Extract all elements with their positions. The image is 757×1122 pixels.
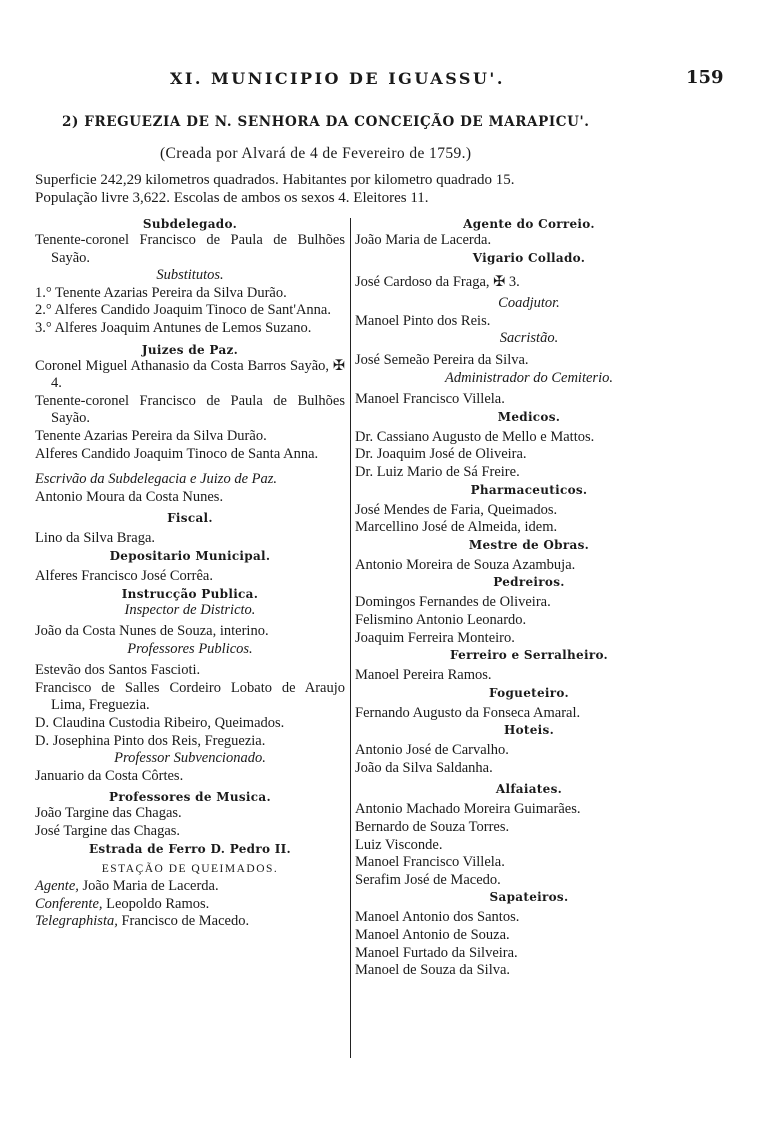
- entry-sapateiro-4: Manoel de Souza da Silva.: [355, 962, 511, 979]
- right-column: [355, 216, 703, 980]
- heading-musica: Professores de Musica.: [109, 790, 271, 805]
- entry-pharma-2: Marcellino José de Almeida, idem.: [355, 519, 558, 536]
- entry-sapateiro-2: Manoel Antonio de Souza.: [355, 927, 510, 944]
- heading-instrucao: Instrucção Publica.: [121, 586, 259, 601]
- heading-substitutos: Substitutos.: [156, 267, 224, 284]
- heading-inspector: Inspector de Districto.: [124, 601, 256, 618]
- entry-pharma-1: José Mendes de Faria, Queimados.: [355, 501, 558, 518]
- name-telegraphista: Francisco de Macedo.: [117, 913, 250, 930]
- entry-professor-4: D. Josephina Pinto dos Reis, Freguezia.: [35, 732, 266, 749]
- heading-ferreiro: Ferreiro e Serralheiro.: [449, 648, 609, 663]
- entry-professor-3: D. Claudina Custodia Ribeiro, Queimados.: [35, 715, 285, 732]
- heading-subvencionado: Professor Subvencionado.: [114, 750, 266, 767]
- left-column: [35, 216, 345, 931]
- role-agente: Agente,: [35, 878, 79, 895]
- heading-alfaiates: Alfaiates.: [495, 782, 563, 797]
- heading-estacao: ESTAÇÃO DE QUEIMADOS.: [101, 862, 279, 875]
- heading-pedreiros: Pedreiros.: [493, 575, 565, 590]
- column-divider: [350, 218, 351, 1058]
- entry-mestre: Antonio Moreira de Souza Azambuja.: [355, 556, 576, 573]
- heading-coadjutor: Coadjutor.: [498, 295, 560, 312]
- role-conferente: Conferente,: [35, 895, 103, 912]
- entry-sapateiro-3: Manoel Furtado da Silveira.: [355, 944, 518, 961]
- heading-professores: Professores Publicos.: [127, 640, 253, 657]
- heading-pharmaceuticos: Pharmaceuticos.: [470, 482, 588, 497]
- statistics: [35, 171, 725, 207]
- entry-juiz-4: Alferes Candido Joaquim Tinoco de Santa Anna.: [35, 445, 319, 462]
- entry-substituto-3: 3.° Alferes Joaquim Antunes de Lemos Suzano.: [35, 319, 312, 336]
- entry-conferente: [35, 896, 345, 914]
- stats-line-2: População livre 3,622. Escolas de ambos os sexos 4. Eleitores 11.: [35, 190, 429, 206]
- entry-alfaiate-1: Antonio Machado Moreira Guimarães.: [355, 801, 581, 818]
- entry-coadjutor: Manoel Pinto dos Reis.: [355, 312, 491, 329]
- heading-hoteis: Hoteis.: [503, 723, 555, 738]
- page-number: 159: [686, 67, 724, 88]
- running-title: XI. MUNICIPIO DE IGUASSU'.: [170, 69, 505, 88]
- entry-hotel-1: Antonio José de Carvalho.: [355, 742, 509, 759]
- entry-alfaiate-4: Manoel Francisco Villela.: [355, 854, 505, 871]
- entry-pedreiro-2: Felismino Antonio Leonardo.: [355, 611, 527, 628]
- entry-agente: [35, 878, 345, 896]
- entry-professor-2: Francisco de Salles Cordeiro Lobato de Araujo Lima, Freguezia.: [35, 679, 345, 714]
- entry-telegraphista: [35, 913, 345, 931]
- entry-medico-2: Dr. Joaquim José de Oliveira.: [355, 446, 527, 463]
- entry-musica-1: João Targine das Chagas.: [35, 805, 182, 822]
- section-title: 2) FREGUEZIA DE N. SENHORA DA CONCEIÇÃO DE MARAPICU'.: [62, 114, 590, 130]
- entry-fiscal: Lino da Silva Braga.: [35, 530, 156, 547]
- role-telegraphista: Telegraphista,: [35, 913, 118, 930]
- entry-alfaiate-2: Bernardo de Souza Torres.: [355, 819, 510, 836]
- entry-correio: João Maria de Lacerda.: [355, 232, 492, 248]
- name-agente: João Maria de Lacerda.: [78, 878, 219, 895]
- entry-fogueteiro: Fernando Augusto da Fonseca Amaral.: [355, 704, 581, 721]
- entry-substituto-2: 2.° Alferes Candido Joaquim Tinoco de Sant'Anna.: [35, 302, 331, 319]
- entry-juiz-2: Tenente-coronel Francisco de Paula de Bulhões Sayão.: [35, 392, 345, 427]
- entry-alfaiate-3: Luiz Visconde.: [355, 836, 443, 853]
- heading-escrivao: Escrivão da Subdelegacia e Juizo de Paz.: [35, 471, 278, 488]
- heading-estrada-ferro: Estrada de Ferro D. Pedro II.: [88, 841, 292, 856]
- heading-subdelegado: Subdelegado.: [142, 217, 238, 231]
- heading-medicos: Medicos.: [497, 409, 561, 424]
- creation-note: (Creada por Alvará de 4 de Fevereiro de 1759.): [160, 145, 472, 162]
- entry-juiz-3: Tenente Azarias Pereira da Silva Durão.: [35, 427, 267, 444]
- heading-correio: Agente do Correio.: [463, 217, 595, 231]
- heading-sacristao: Sacristão.: [499, 330, 559, 347]
- entry-juiz-1: Coronel Miguel Athanasio da Costa Barros Sayão, ✠ 4.: [35, 357, 345, 392]
- stats-line-1: Superficie 242,29 kilometros quadrados. Habitantes por kilometro quadrado 15.: [35, 172, 515, 188]
- entry-hotel-2: João da Silva Saldanha.: [355, 759, 493, 776]
- heading-sapateiros: Sapateiros.: [489, 890, 569, 905]
- heading-vigario: Vigario Collado.: [472, 250, 586, 265]
- entry-professor-1: Estevão dos Santos Fascioti.: [35, 662, 201, 679]
- entry-musica-2: José Targine das Chagas.: [35, 823, 181, 840]
- heading-mestre-obras: Mestre de Obras.: [468, 537, 590, 552]
- heading-fogueteiro: Fogueteiro.: [489, 685, 569, 700]
- entry-ferreiro: Manoel Pereira Ramos.: [355, 667, 492, 684]
- heading-juizes: Juizes de Paz.: [141, 342, 239, 357]
- heading-depositario: Depositario Municipal.: [109, 548, 271, 563]
- entry-pedreiro-3: Joaquim Ferreira Monteiro.: [355, 629, 515, 646]
- name-conferente: Leopoldo Ramos.: [102, 895, 210, 912]
- heading-fiscal: Fiscal.: [167, 511, 213, 526]
- entry-medico-3: Dr. Luiz Mario de Sá Freire.: [355, 463, 520, 480]
- entry-subdelegado: Tenente-coronel Francisco de Paula de Bulhões Sayão.: [35, 232, 345, 266]
- entry-cemiterio: Manoel Francisco Villela.: [355, 391, 505, 408]
- entry-alfaiate-5: Serafim José de Macedo.: [355, 871, 501, 888]
- entry-sacristao: José Semeão Pereira da Silva.: [355, 351, 529, 368]
- entry-vigario: José Cardoso da Fraga, ✠ 3.: [355, 273, 520, 290]
- entry-escrivao: Antonio Moura da Costa Nunes.: [35, 488, 224, 505]
- heading-cemiterio: Administrador do Cemiterio.: [445, 369, 613, 386]
- entry-sapateiro-1: Manoel Antonio dos Santos.: [355, 909, 520, 926]
- entry-pedreiro-1: Domingos Fernandes de Oliveira.: [355, 594, 551, 611]
- entry-substituto-1: 1.° Tenente Azarias Pereira da Silva Durão.: [35, 284, 287, 301]
- entry-subvencionado: Januario da Costa Côrtes.: [35, 767, 184, 784]
- entry-depositario: Alferes Francisco José Corrêa.: [35, 567, 213, 584]
- entry-medico-1: Dr. Cassiano Augusto de Mello e Mattos.: [355, 428, 595, 445]
- entry-inspector: João da Costa Nunes de Souza, interino.: [35, 623, 269, 640]
